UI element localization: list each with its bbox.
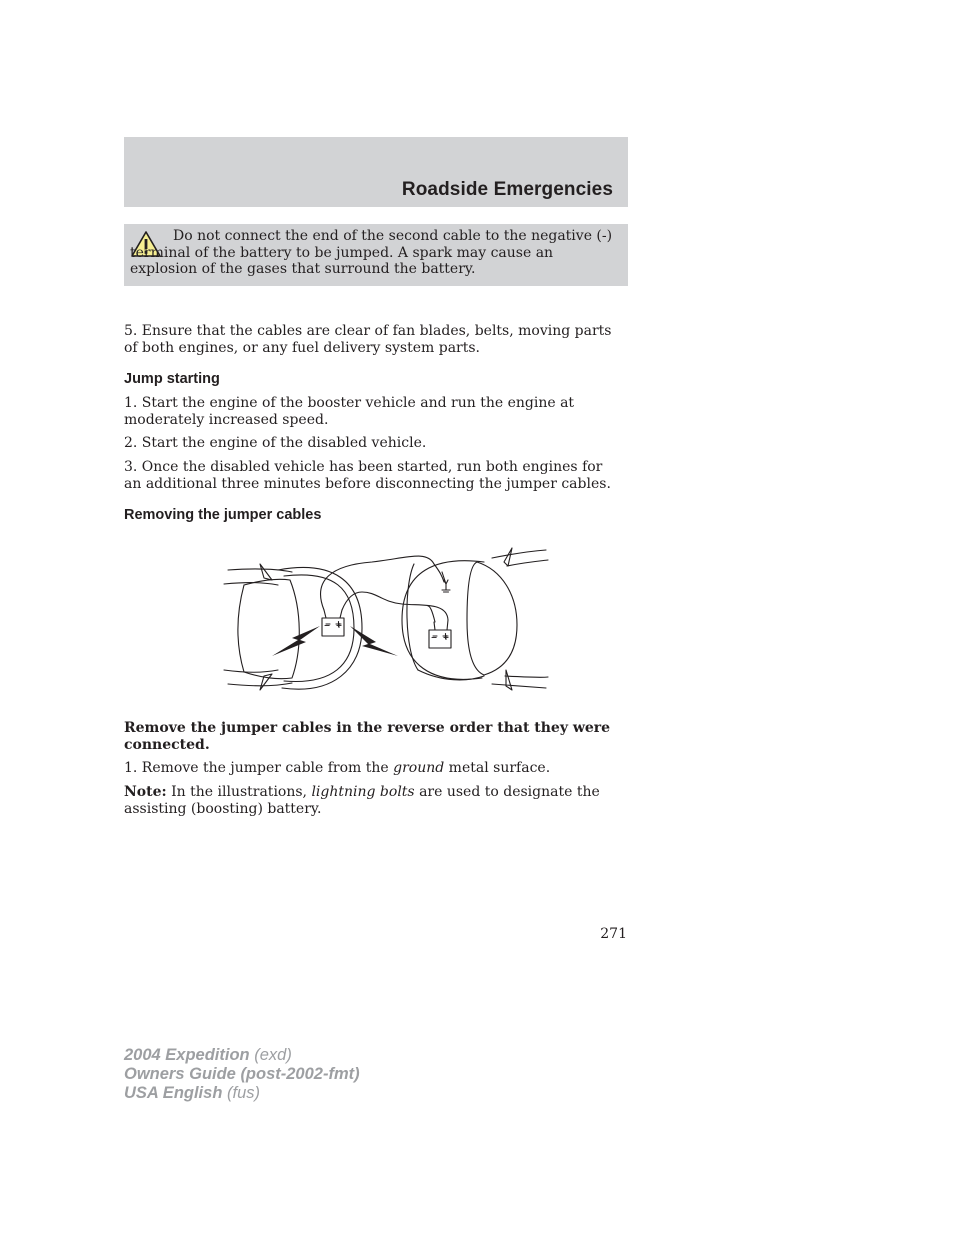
warning-box	[124, 224, 628, 286]
right-battery-negative-sign: −	[430, 633, 438, 642]
footer-line-3: USA English (fus)	[124, 1084, 260, 1102]
step-5-text: 5. Ensure that the cables are clear of fan blades, belts, moving parts of both engines, or any fuel delivery system parts.	[124, 323, 612, 356]
battery-terminal-signs	[324, 621, 450, 642]
page-number: 271	[600, 926, 627, 942]
jump-step-3: 3. Once the disabled vehicle has been started, run both engines for an additional three minutes before disconnecting the jumper cables.	[124, 459, 611, 492]
jumper-cables-illustration	[222, 540, 554, 706]
lightning-bolt-right	[350, 626, 398, 656]
jump-starting-heading: Jump starting	[124, 371, 220, 387]
jumper-cables	[321, 556, 448, 622]
illustration-note: Note: In the illustrations, lightning bolts are used to designate the assisting (boosting) battery.	[124, 784, 600, 817]
left-battery-negative-sign: −	[323, 621, 331, 630]
ground-clip	[442, 572, 450, 592]
lightning-bolt-left	[272, 626, 320, 656]
jump-step-1: 1. Start the engine of the booster vehicle and run the engine at moderately increased speed.	[124, 395, 575, 428]
right-battery-positive-sign: +	[442, 633, 450, 642]
right-vehicle	[402, 548, 548, 690]
section-title: Roadside Emergencies	[401, 179, 613, 200]
document-footer	[124, 1046, 360, 1103]
footer-line-2: Owners Guide (post-2002-fmt)	[124, 1065, 360, 1083]
jump-step-2: 2. Start the engine of the disabled vehicle.	[124, 435, 427, 451]
remove-cables-instruction: Remove the jumper cables in the reverse order that they were connected.	[124, 720, 611, 753]
footer-line-1: 2004 Expedition (exd)	[124, 1046, 292, 1064]
remove-step-1: 1. Remove the jumper cable from the ground metal surface.	[124, 760, 551, 776]
header-band	[124, 137, 628, 207]
removing-cables-heading: Removing the jumper cables	[124, 507, 322, 523]
left-battery-positive-sign: +	[335, 621, 343, 630]
warning-text: Do not connect the end of the second cable to the negative (-) terminal of the battery to be jumped. A spark may cause an explosion of the gases that surround the battery.	[130, 228, 613, 277]
